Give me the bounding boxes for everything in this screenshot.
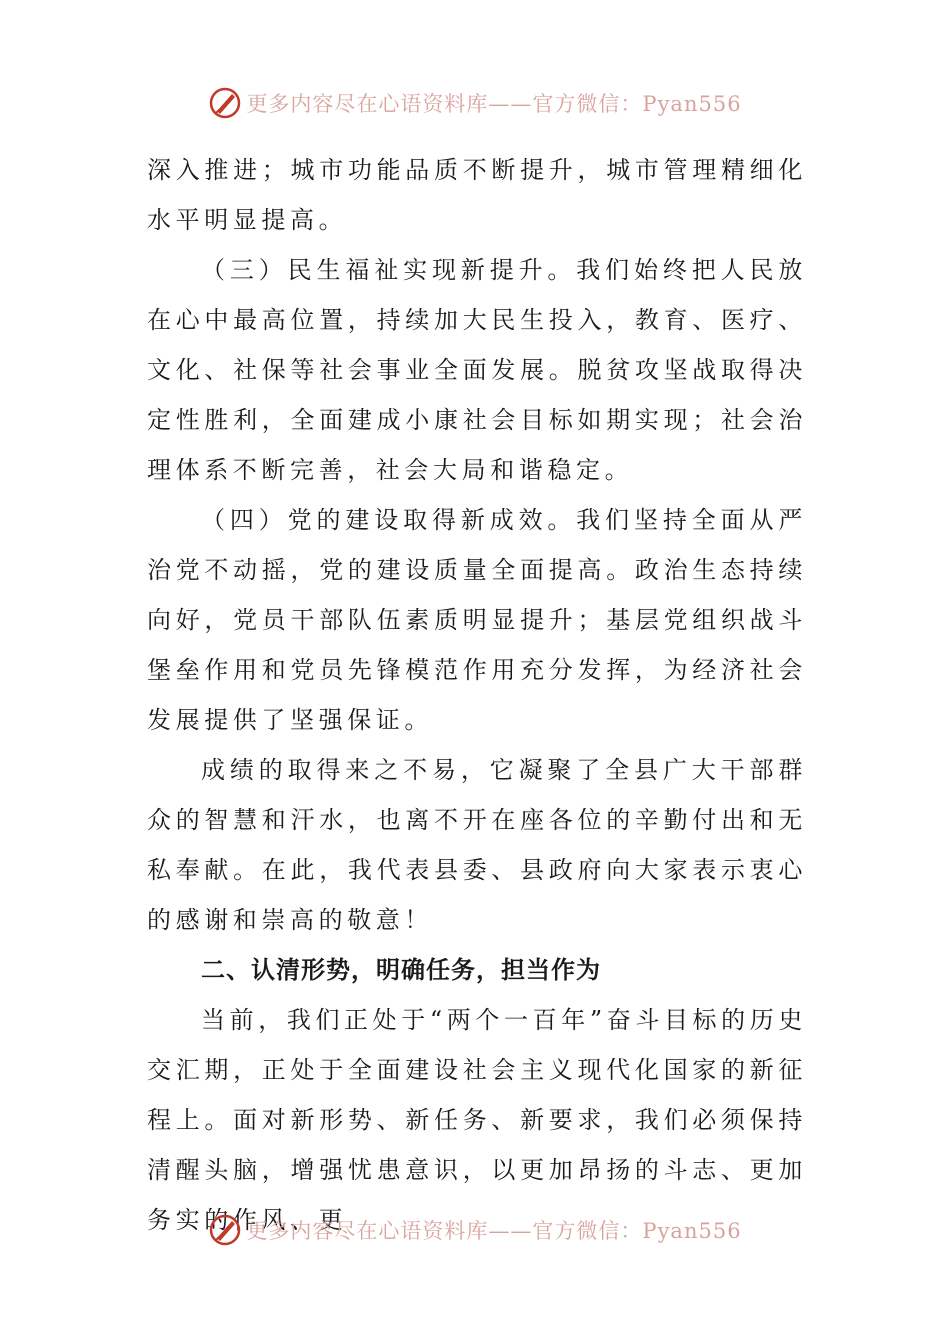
document-body [147,145,807,1245]
body-paragraph: 成绩的取得来之不易，它凝聚了全县广大干部群众的智慧和汗水，也离不开在座各位的辛勤付出和无私奉献。在此，我代表县委、县政府向大家表示衷心的感谢和崇高的敬意！ [147,756,807,934]
footer-watermark-banner [0,1205,950,1255]
footer-watermark-text: 更多内容尽在心语资料库——官方微信：Pyan556 [246,1219,742,1243]
body-paragraph: （三）民生福祉实现新提升。我们始终把人民放在心中最高位置，持续加大民生投入，教育、医疗、文化、社保等社会事业全面发展。脱贫攻坚战取得决定性胜利，全面建成小康社会目标如期实现；社会治理体系不断完善，社会大局和谐稳定。 [147,256,807,484]
body-paragraph: 当前，我们正处于“两个一百年”奋斗目标的历史交汇期，正处于全面建设社会主义现代化国家的新征程上。面对新形势、新任务、新要求，我们必须保持清醒头脑，增强忧患意识，以更加昂扬的斗志、更加务实的作风、更 [147,1006,807,1234]
body-paragraph: （四）党的建设取得新成效。我们坚持全面从严治党不动摇，党的建设质量全面提高。政治生态持续向好，党员干部队伍素质明显提升；基层党组织战斗堡垒作用和党员先锋模范作用充分发挥，为经济社会发展提供了坚强保证。 [147,506,807,734]
header-watermark-text: 更多内容尽在心语资料库——官方微信：Pyan556 [246,92,742,116]
pen-logo-icon [208,86,242,120]
body-paragraph: 深入推进；城市功能品质不断提升，城市管理精细化水平明显提高。 [147,156,807,234]
pen-logo-icon [208,1213,242,1247]
section-heading: 二、认清形势，明确任务，担当作为 [201,956,601,984]
header-watermark-banner [0,78,950,128]
